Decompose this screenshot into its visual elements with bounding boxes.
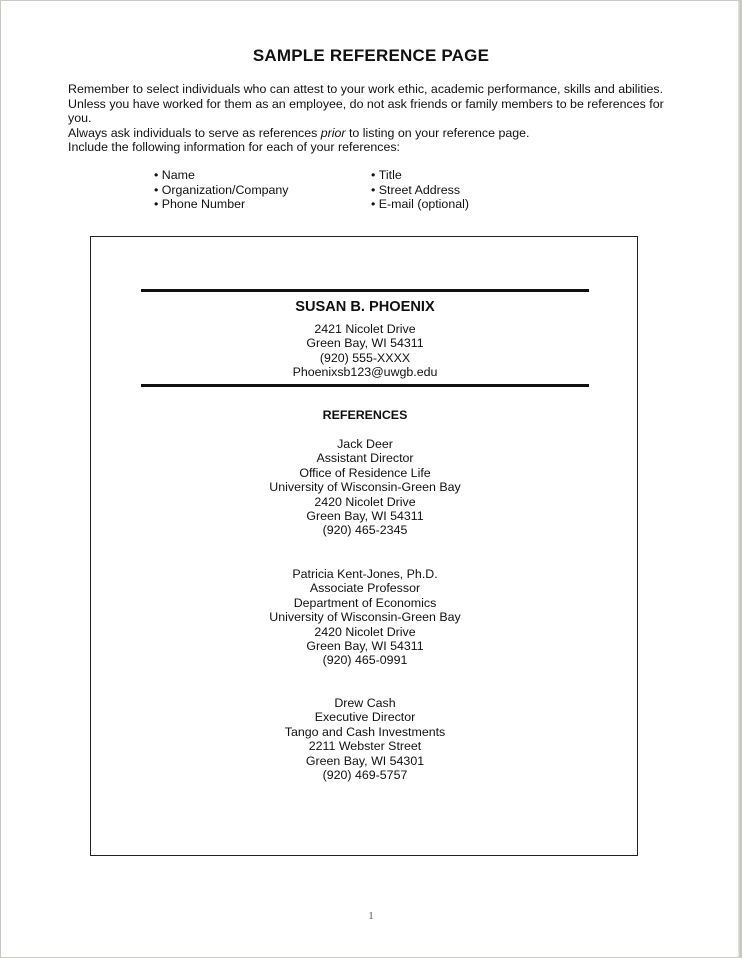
reference-line: Patricia Kent-Jones, Ph.D. (292, 567, 438, 581)
reference-line: (920) 465-0991 (322, 653, 408, 668)
reference-entry (141, 696, 589, 782)
reference-line: Office of Residence Life (299, 465, 431, 480)
bullet-item: • Name (154, 168, 289, 183)
include-instruction: Include the following information for each of your references: (68, 140, 400, 154)
intro-text: Always ask individuals to serve as references (68, 125, 321, 140)
references-heading: REFERENCES (322, 408, 408, 422)
intro-line: Remember to select individuals who can attest to your work ethic, academic performance, skills and abilities. (68, 82, 664, 96)
contact-line: 2421 Nicolet Drive (314, 322, 416, 336)
reference-entry (141, 437, 589, 538)
bullet-item: • Title (371, 168, 469, 183)
reference-line: Green Bay, WI 54311 (306, 509, 424, 524)
reference-line: 2420 Nicolet Drive (314, 494, 416, 509)
contact-line: Green Bay, WI 54311 (306, 336, 424, 351)
reference-line: Drew Cash (334, 696, 396, 710)
reference-line: Executive Director (314, 710, 416, 725)
bullet-item: • Organization/Company (154, 183, 289, 198)
intro-line (68, 126, 688, 141)
intro-text: to listing on your reference page. (345, 125, 530, 140)
reference-line: Green Bay, WI 54301 (305, 753, 425, 768)
intro-emphasis: prior (320, 125, 346, 140)
sample-name: SUSAN B. PHOENIX (295, 299, 435, 315)
page-number: 1 (368, 910, 374, 922)
intro-paragraph (68, 82, 688, 140)
contact-line: (920) 555-XXXX (319, 350, 411, 365)
header-rule-bottom (141, 384, 589, 387)
reference-line: University of Wisconsin-Green Bay (269, 480, 461, 495)
reference-line: Tango and Cash Investments (284, 724, 446, 739)
page-title: SAMPLE REFERENCE PAGE (252, 46, 490, 65)
bullet-item: • Phone Number (154, 197, 289, 212)
bullet-list-right (371, 168, 469, 212)
reference-entry (141, 567, 589, 668)
bullet-list-left (154, 168, 289, 212)
bullet-item: • E-mail (optional) (371, 197, 469, 212)
contact-email: Phoenixsb123@uwgb.edu (292, 365, 438, 380)
reference-line: Department of Economics (293, 595, 437, 610)
reference-line: Green Bay, WI 54311 (306, 639, 424, 654)
header-rule-top (141, 289, 589, 292)
reference-line: 2211 Webster Street (308, 739, 422, 754)
reference-line: Assistant Director (316, 451, 414, 466)
reference-line: University of Wisconsin-Green Bay (269, 610, 461, 625)
intro-line: Unless you have worked for them as an employee, do not ask friends or family members to be references for you. (68, 96, 664, 126)
contact-block (141, 322, 589, 380)
reference-line: Associate Professor (309, 581, 421, 596)
reference-line: (920) 469-5757 (322, 768, 408, 783)
reference-line: (920) 465-2345 (322, 523, 408, 538)
bullet-item: • Street Address (371, 183, 469, 198)
reference-line: Jack Deer (337, 437, 393, 451)
reference-line: 2420 Nicolet Drive (314, 624, 416, 639)
